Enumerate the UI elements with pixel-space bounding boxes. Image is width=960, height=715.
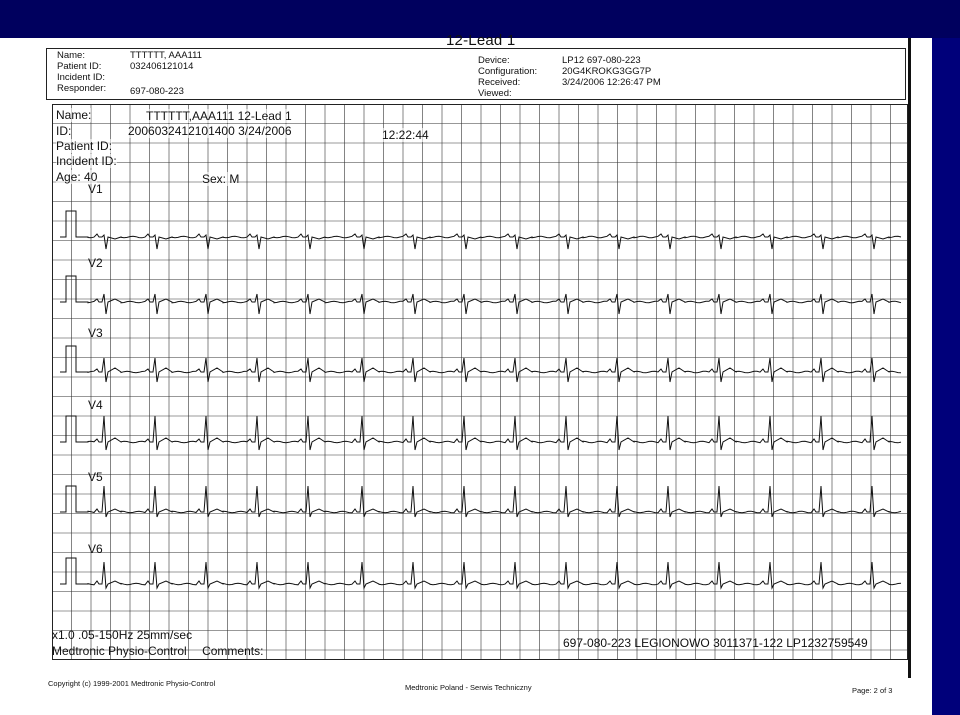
footer-page-number: Page: 2 of 3 xyxy=(852,686,893,695)
strip-time: 12:22:44 xyxy=(382,128,429,142)
footer-brand-row xyxy=(52,644,263,658)
grid-border xyxy=(53,105,908,660)
header-configuration-label: Configuration: xyxy=(478,66,538,77)
header-name-value: TTTTTT, AAA111 xyxy=(130,50,202,61)
header-received-label: Received: xyxy=(478,77,521,88)
footer-left-block xyxy=(52,628,263,658)
grid-lines xyxy=(52,104,908,660)
header-patient-id-value: 032406121014 xyxy=(130,61,194,72)
lead-label-v6: V6 xyxy=(88,542,103,556)
strip-age-label: Age: 40 xyxy=(56,170,98,184)
footer-device-info: 697-080-223 LEGIONOWO 3011371-122 LP1232759549 xyxy=(563,636,868,650)
strip-sex-label: Sex: M xyxy=(202,172,240,186)
header-patient-id-label: Patient ID: xyxy=(57,61,102,72)
footer-copyright: Copyright (c) 1999-2001 Medtronic Physio-Control xyxy=(48,679,216,688)
header-right-values xyxy=(562,55,661,99)
ecg-trace-v4 xyxy=(60,416,901,450)
header-left-values xyxy=(130,50,202,97)
slide-right-band xyxy=(932,38,960,715)
ecg-trace-v3 xyxy=(60,346,901,382)
strip-patient-id-label: Patient ID: xyxy=(56,139,113,153)
strip-incident-id-label: Incident ID: xyxy=(56,154,117,168)
header-device-value: LP12 697-080-223 xyxy=(562,55,641,66)
document-title: 12-Lead 1 xyxy=(446,32,516,49)
header-left-labels xyxy=(57,50,106,94)
footer-calibration: x1.0 .05-150Hz 25mm/sec xyxy=(52,628,193,642)
header-name-label: Name: xyxy=(57,50,85,61)
ecg-trace-v6 xyxy=(60,558,901,588)
lead-label-v3: V3 xyxy=(88,326,103,340)
lead-label-v2: V2 xyxy=(88,256,103,270)
lead-label-v4: V4 xyxy=(88,398,103,412)
lead-label-v1: V1 xyxy=(88,182,103,196)
ecg-trace-v5 xyxy=(60,486,901,517)
strip-id-label: ID: xyxy=(56,124,72,138)
ecg-grid xyxy=(52,104,908,660)
strip-name-value: TTTTTT,AAA111 12-Lead 1 xyxy=(146,109,292,123)
header-incident-id-value xyxy=(130,72,202,83)
paper-edge-shadow xyxy=(908,38,911,678)
footer-brand: Medtronic Physio-Control xyxy=(52,644,187,658)
ecg-trace-v2 xyxy=(60,276,901,314)
header-viewed-label: Viewed: xyxy=(478,88,512,99)
header-incident-id-label: Incident ID: xyxy=(57,72,106,83)
footer-comments-label: Comments: xyxy=(202,644,264,658)
lead-label-v5: V5 xyxy=(88,470,103,484)
header-responder-label: Responder: xyxy=(57,83,107,94)
strip-id-value: 2006032412101400 3/24/2006 xyxy=(128,124,292,138)
strip-name-label: Name: xyxy=(56,108,92,122)
ecg-grid-svg xyxy=(52,104,908,660)
header-viewed-value xyxy=(562,88,661,99)
ecg-traces xyxy=(60,211,901,588)
header-configuration-value: 20G4KROKG3GG7P xyxy=(562,66,652,77)
header-received-value: 3/24/2006 12:26:47 PM xyxy=(562,77,661,88)
header-device-label: Device: xyxy=(478,55,510,66)
header-right-labels xyxy=(478,55,537,99)
ecg-trace-v1 xyxy=(60,211,901,249)
footer-service: Medtronic Poland - Serwis Techniczny xyxy=(405,683,532,692)
header-responder-value: 697-080-223 xyxy=(130,86,184,97)
